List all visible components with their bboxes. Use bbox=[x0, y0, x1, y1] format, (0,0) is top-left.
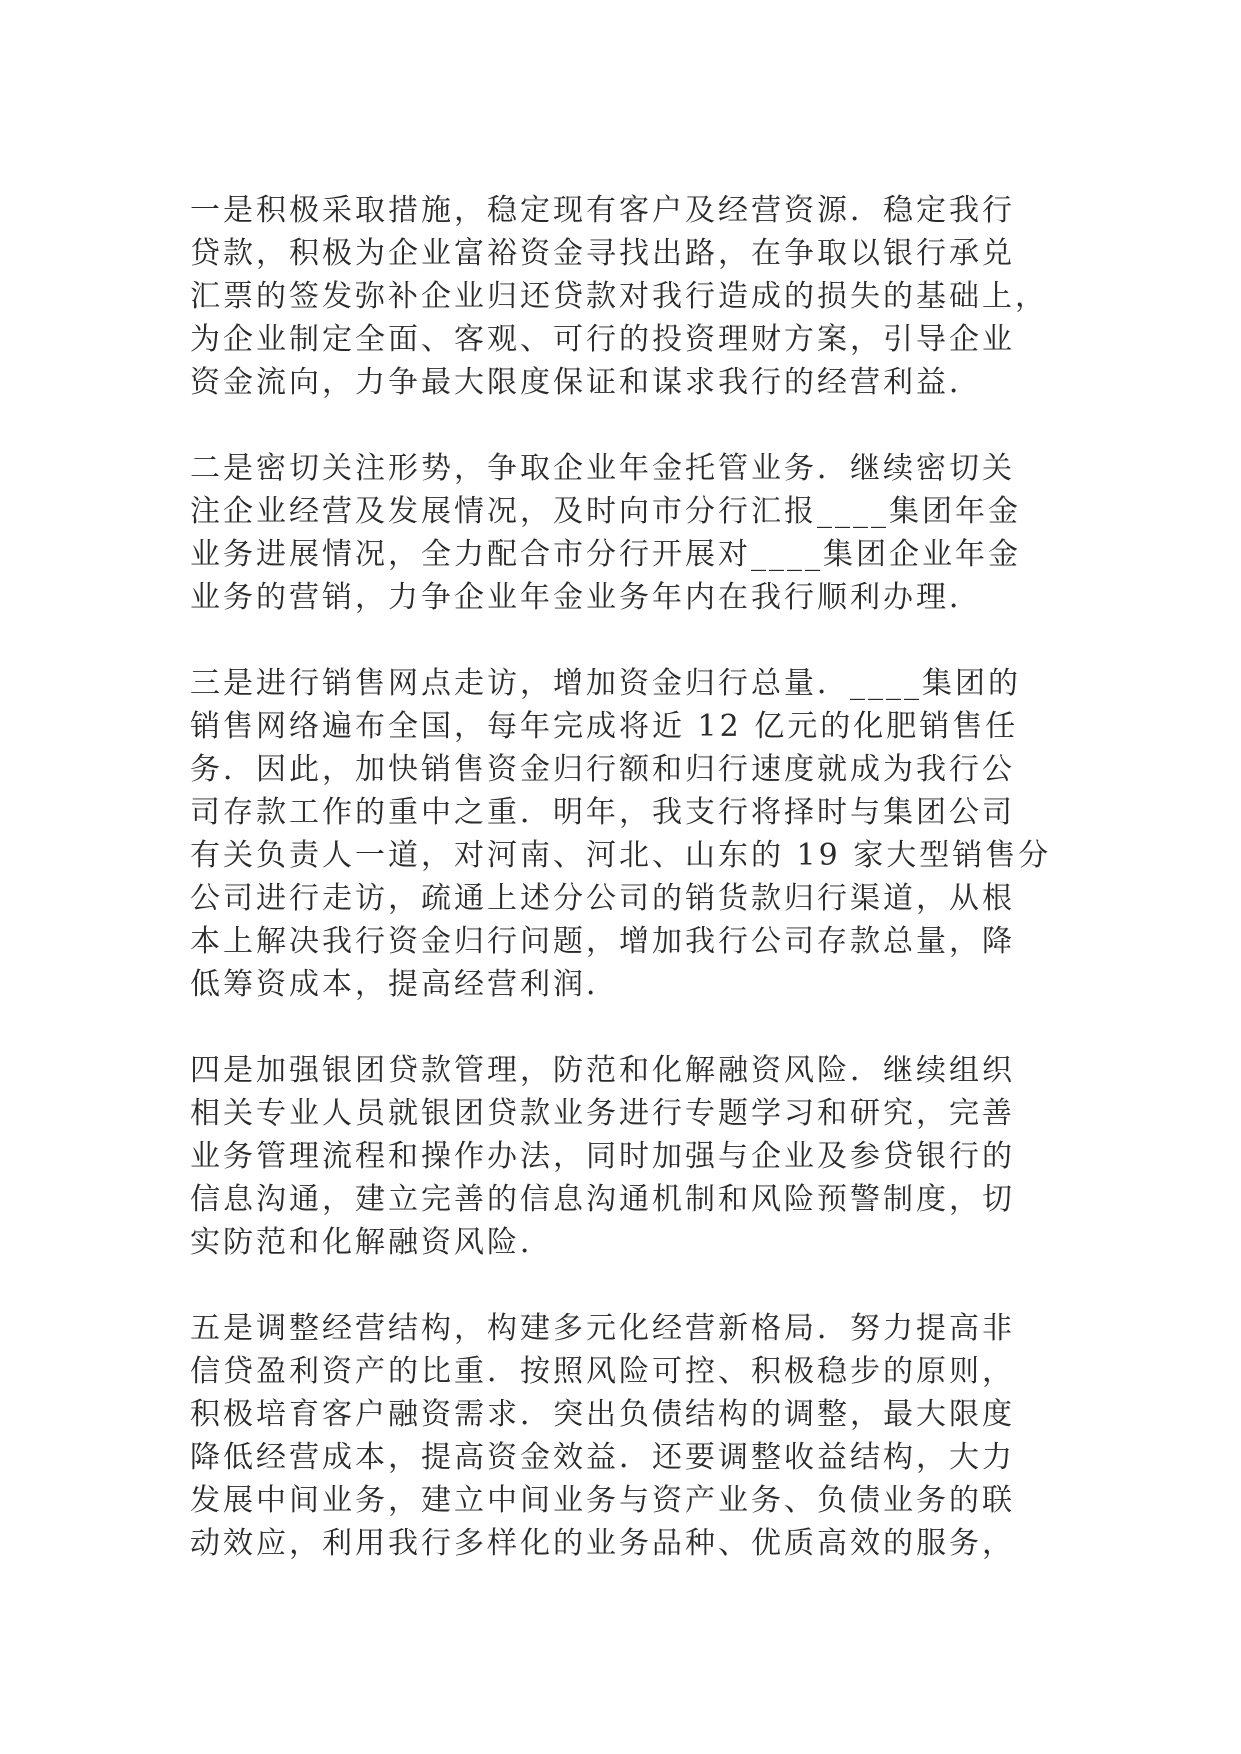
text-line: 相关专业人员就银团贷款业务进行专题学习和研究，完善 bbox=[190, 1096, 1015, 1131]
text-line: 销售网络遍布全国，每年完成将近 12 亿元的化肥销售任 bbox=[190, 709, 1019, 744]
text-line: 业务进展情况，全力配合市分行开展对____集团企业年金 bbox=[190, 537, 1021, 572]
text-line: 司存款工作的重中之重．明年，我支行将择时与集团公司 bbox=[190, 795, 1015, 830]
text-line: 资金流向，力争最大限度保证和谋求我行的经营利益． bbox=[190, 365, 982, 400]
text-line: 为企业制定全面、客观、可行的投资理财方案，引导企业 bbox=[190, 322, 1015, 357]
text-line: 实防范和化解融资风险． bbox=[190, 1225, 553, 1260]
text-line: 三是进行销售网点走访，增加资金归行总量．____集团的 bbox=[190, 666, 1021, 701]
paragraph-5 bbox=[190, 1307, 1050, 1565]
text-line: 动效应，利用我行多样化的业务品种、优质高效的服务， bbox=[190, 1526, 1015, 1561]
paragraph-4 bbox=[190, 1049, 1050, 1264]
text-line: 四是加强银团贷款管理，防范和化解融资风险．继续组织 bbox=[190, 1053, 1015, 1088]
text-line: 降低经营成本，提高资金效益．还要调整收益结构，大力 bbox=[190, 1440, 1015, 1475]
text-line: 低筹资成本，提高经营利润． bbox=[190, 967, 619, 1002]
paragraph-3 bbox=[190, 662, 1050, 1006]
paragraph-2 bbox=[190, 447, 1050, 619]
text-line: 业务管理流程和操作办法，同时加强与企业及参贷银行的 bbox=[190, 1139, 1015, 1174]
text-line: 贷款，积极为企业富裕资金寻找出路，在争取以银行承兑 bbox=[190, 236, 1015, 271]
text-line: 二是密切关注形势，争取企业年金托管业务．继续密切关 bbox=[190, 451, 1015, 486]
text-line: 五是调整经营结构，构建多元化经营新格局．努力提高非 bbox=[190, 1311, 1015, 1346]
text-line: 注企业经营及发展情况，及时向市分行汇报____集团年金 bbox=[190, 494, 1021, 529]
text-line: 业务的营销，力争企业年金业务年内在我行顺利办理． bbox=[190, 580, 982, 615]
text-line: 汇票的签发弥补企业归还贷款对我行造成的损失的基础上， bbox=[190, 279, 1048, 314]
text-line: 公司进行走访，疏通上述分公司的销货款归行渠道，从根 bbox=[190, 881, 1015, 916]
text-line: 发展中间业务，建立中间业务与资产业务、负债业务的联 bbox=[190, 1483, 1015, 1518]
paragraph-1 bbox=[190, 189, 1050, 404]
text-line: 有关负责人一道，对河南、河北、山东的 19 家大型销售分 bbox=[190, 838, 1052, 873]
text-line: 一是积极采取措施，稳定现有客户及经营资源．稳定我行 bbox=[190, 193, 1015, 228]
text-line: 务．因此，加快销售资金归行额和归行速度就成为我行公 bbox=[190, 752, 1015, 787]
text-line: 本上解决我行资金归行问题，增加我行公司存款总量，降 bbox=[190, 924, 1015, 959]
text-line: 信息沟通，建立完善的信息沟通机制和风险预警制度，切 bbox=[190, 1182, 1015, 1217]
document-body bbox=[190, 189, 1050, 1565]
text-line: 积极培育客户融资需求．突出负债结构的调整，最大限度 bbox=[190, 1397, 1015, 1432]
text-line: 信贷盈利资产的比重．按照风险可控、积极稳步的原则， bbox=[190, 1354, 1015, 1389]
